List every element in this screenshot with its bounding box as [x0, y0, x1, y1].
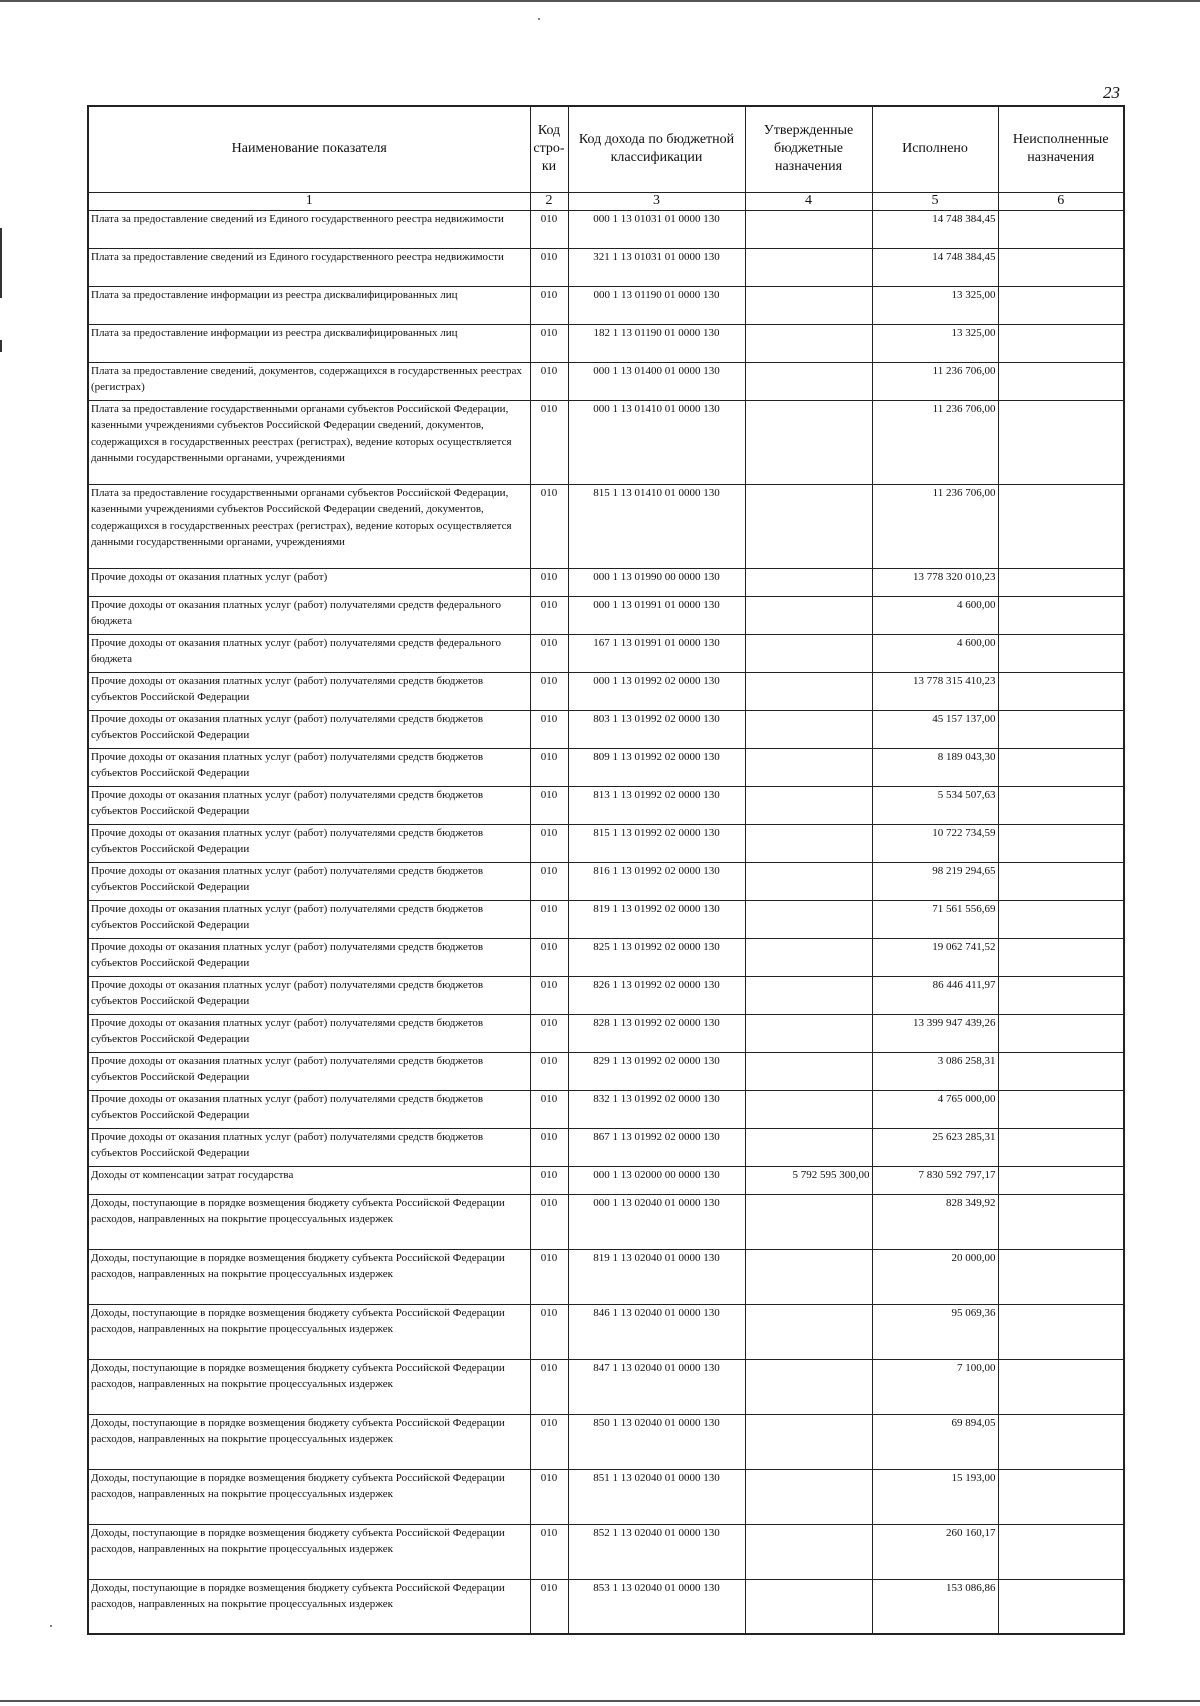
row-code-cell: 010	[530, 324, 568, 362]
row-code-cell: 010	[530, 1469, 568, 1524]
row-kbk-cell: 847 1 13 02040 01 0000 130	[568, 1359, 745, 1414]
row-name-cell: Прочие доходы от оказания платных услуг (работ) получателями средств федерального бюджета	[88, 634, 530, 672]
table-row	[88, 1194, 1124, 1249]
row-unexecuted-cell	[998, 1359, 1124, 1414]
table-row	[88, 824, 1124, 862]
row-kbk-cell: 852 1 13 02040 01 0000 130	[568, 1524, 745, 1579]
row-approved-cell	[745, 710, 872, 748]
table-row	[88, 1579, 1124, 1634]
table-header-row	[88, 106, 1124, 192]
row-name-cell: Доходы от компенсации затрат государства	[88, 1166, 530, 1194]
row-name-cell: Прочие доходы от оказания платных услуг (работ) получателями средств бюджетов субъектов Российской Федерации	[88, 1128, 530, 1166]
row-kbk-cell: 815 1 13 01992 02 0000 130	[568, 824, 745, 862]
table-row	[88, 596, 1124, 634]
row-kbk-cell: 000 1 13 01400 01 0000 130	[568, 362, 745, 400]
row-code-cell: 010	[530, 568, 568, 596]
row-name-cell: Прочие доходы от оказания платных услуг (работ) получателями средств федерального бюджета	[88, 596, 530, 634]
row-code-cell: 010	[530, 976, 568, 1014]
row-executed-cell: 13 325,00	[872, 286, 998, 324]
row-code-cell: 010	[530, 748, 568, 786]
table-row	[88, 1359, 1124, 1414]
row-name-cell: Доходы, поступающие в порядке возмещения бюджету субъекта Российской Федерации расходов, направленных на покрытие процессуальных издержек	[88, 1579, 530, 1634]
row-unexecuted-cell	[998, 1014, 1124, 1052]
header-income-code: Код дохода по бюджетной классификации	[568, 106, 745, 192]
row-executed-cell: 4 765 000,00	[872, 1090, 998, 1128]
row-approved-cell	[745, 672, 872, 710]
row-kbk-cell: 850 1 13 02040 01 0000 130	[568, 1414, 745, 1469]
row-code-cell: 010	[530, 634, 568, 672]
row-kbk-cell: 321 1 13 01031 01 0000 130	[568, 248, 745, 286]
column-number-row	[88, 192, 1124, 210]
row-executed-cell: 10 722 734,59	[872, 824, 998, 862]
row-unexecuted-cell	[998, 484, 1124, 568]
row-executed-cell: 4 600,00	[872, 634, 998, 672]
row-name-cell: Прочие доходы от оказания платных услуг (работ) получателями средств бюджетов субъектов Российской Федерации	[88, 976, 530, 1014]
row-name-cell: Плата за предоставление информации из реестра дисквалифицированных лиц	[88, 286, 530, 324]
row-unexecuted-cell	[998, 1128, 1124, 1166]
row-approved-cell	[745, 1194, 872, 1249]
row-approved-cell	[745, 1052, 872, 1090]
scan-speck	[50, 1625, 52, 1627]
row-code-cell: 010	[530, 1128, 568, 1166]
row-approved-cell	[745, 1414, 872, 1469]
row-code-cell: 010	[530, 938, 568, 976]
scan-speck	[538, 18, 540, 20]
row-approved-cell	[745, 1249, 872, 1304]
header-unexecuted: Неисполненные назначения	[998, 106, 1124, 192]
row-kbk-cell: 000 1 13 02040 01 0000 130	[568, 1194, 745, 1249]
table-row	[88, 938, 1124, 976]
row-name-cell: Прочие доходы от оказания платных услуг (работ) получателями средств бюджетов субъектов Российской Федерации	[88, 710, 530, 748]
row-kbk-cell: 809 1 13 01992 02 0000 130	[568, 748, 745, 786]
row-code-cell: 010	[530, 1090, 568, 1128]
row-name-cell: Прочие доходы от оказания платных услуг (работ) получателями средств бюджетов субъектов Российской Федерации	[88, 786, 530, 824]
row-unexecuted-cell	[998, 1414, 1124, 1469]
column-number: 6	[998, 192, 1124, 210]
row-executed-cell: 14 748 384,45	[872, 248, 998, 286]
row-name-cell: Плата за предоставление государственными органами субъектов Российской Федерации, казенными учреждениями субъектов Российской Федерации сведений, документов, содержащихся в государственных реестрах (регистрах), ведение которых осуществляется данными государственными органами, учреждениями	[88, 484, 530, 568]
row-approved-cell	[745, 568, 872, 596]
table-row	[88, 1414, 1124, 1469]
row-approved-cell	[745, 786, 872, 824]
row-code-cell: 010	[530, 786, 568, 824]
row-executed-cell: 86 446 411,97	[872, 976, 998, 1014]
scan-binding-mark	[0, 228, 2, 298]
row-kbk-cell: 829 1 13 01992 02 0000 130	[568, 1052, 745, 1090]
row-kbk-cell: 825 1 13 01992 02 0000 130	[568, 938, 745, 976]
row-kbk-cell: 853 1 13 02040 01 0000 130	[568, 1579, 745, 1634]
row-kbk-cell: 813 1 13 01992 02 0000 130	[568, 786, 745, 824]
table-row	[88, 1052, 1124, 1090]
row-unexecuted-cell	[998, 1090, 1124, 1128]
row-unexecuted-cell	[998, 1194, 1124, 1249]
header-line-code: Код стро-ки	[530, 106, 568, 192]
row-kbk-cell: 816 1 13 01992 02 0000 130	[568, 862, 745, 900]
table-row	[88, 248, 1124, 286]
row-unexecuted-cell	[998, 786, 1124, 824]
row-kbk-cell: 000 1 13 01031 01 0000 130	[568, 210, 745, 248]
row-approved-cell	[745, 938, 872, 976]
row-executed-cell: 13 778 320 010,23	[872, 568, 998, 596]
row-name-cell: Прочие доходы от оказания платных услуг (работ) получателями средств бюджетов субъектов Российской Федерации	[88, 1014, 530, 1052]
table-row	[88, 634, 1124, 672]
row-unexecuted-cell	[998, 248, 1124, 286]
row-code-cell: 010	[530, 362, 568, 400]
row-kbk-cell: 000 1 13 01410 01 0000 130	[568, 400, 745, 484]
row-unexecuted-cell	[998, 1166, 1124, 1194]
row-executed-cell: 11 236 706,00	[872, 400, 998, 484]
table-row	[88, 748, 1124, 786]
row-kbk-cell: 851 1 13 02040 01 0000 130	[568, 1469, 745, 1524]
row-code-cell: 010	[530, 248, 568, 286]
row-code-cell: 010	[530, 710, 568, 748]
row-kbk-cell: 846 1 13 02040 01 0000 130	[568, 1304, 745, 1359]
budget-income-table	[87, 105, 1125, 1635]
row-code-cell: 010	[530, 1524, 568, 1579]
row-executed-cell: 13 399 947 439,26	[872, 1014, 998, 1052]
row-code-cell: 010	[530, 1166, 568, 1194]
row-unexecuted-cell	[998, 976, 1124, 1014]
row-code-cell: 010	[530, 824, 568, 862]
row-unexecuted-cell	[998, 1524, 1124, 1579]
row-unexecuted-cell	[998, 286, 1124, 324]
row-name-cell: Прочие доходы от оказания платных услуг (работ)	[88, 568, 530, 596]
row-kbk-cell: 826 1 13 01992 02 0000 130	[568, 976, 745, 1014]
row-unexecuted-cell	[998, 938, 1124, 976]
row-approved-cell	[745, 286, 872, 324]
header-approved: Утвержденные бюджетные назначения	[745, 106, 872, 192]
column-number: 3	[568, 192, 745, 210]
row-executed-cell: 7 100,00	[872, 1359, 998, 1414]
row-name-cell: Плата за предоставление информации из реестра дисквалифицированных лиц	[88, 324, 530, 362]
row-executed-cell: 13 778 315 410,23	[872, 672, 998, 710]
row-unexecuted-cell	[998, 362, 1124, 400]
row-unexecuted-cell	[998, 862, 1124, 900]
row-name-cell: Прочие доходы от оказания платных услуг (работ) получателями средств бюджетов субъектов Российской Федерации	[88, 1052, 530, 1090]
table-row	[88, 400, 1124, 484]
row-executed-cell: 20 000,00	[872, 1249, 998, 1304]
header-executed: Исполнено	[872, 106, 998, 192]
row-code-cell: 010	[530, 1579, 568, 1634]
row-kbk-cell: 819 1 13 01992 02 0000 130	[568, 900, 745, 938]
row-kbk-cell: 828 1 13 01992 02 0000 130	[568, 1014, 745, 1052]
row-executed-cell: 45 157 137,00	[872, 710, 998, 748]
table-row	[88, 210, 1124, 248]
row-unexecuted-cell	[998, 1249, 1124, 1304]
table-row	[88, 786, 1124, 824]
row-unexecuted-cell	[998, 568, 1124, 596]
row-approved-cell	[745, 824, 872, 862]
row-code-cell: 010	[530, 900, 568, 938]
row-code-cell: 010	[530, 862, 568, 900]
row-approved-cell	[745, 362, 872, 400]
row-unexecuted-cell	[998, 634, 1124, 672]
row-kbk-cell: 803 1 13 01992 02 0000 130	[568, 710, 745, 748]
table-row	[88, 362, 1124, 400]
table-row	[88, 710, 1124, 748]
table-row	[88, 1304, 1124, 1359]
row-name-cell: Доходы, поступающие в порядке возмещения бюджету субъекта Российской Федерации расходов, направленных на покрытие процессуальных издержек	[88, 1249, 530, 1304]
row-approved-cell	[745, 400, 872, 484]
row-executed-cell: 98 219 294,65	[872, 862, 998, 900]
scan-frame-bottom	[0, 1700, 1200, 1702]
row-name-cell: Плата за предоставление сведений, документов, содержащихся в государственных реестрах (регистрах)	[88, 362, 530, 400]
row-kbk-cell: 000 1 13 01992 02 0000 130	[568, 672, 745, 710]
row-approved-cell	[745, 1090, 872, 1128]
row-code-cell: 010	[530, 1014, 568, 1052]
row-unexecuted-cell	[998, 596, 1124, 634]
column-number: 5	[872, 192, 998, 210]
row-executed-cell: 3 086 258,31	[872, 1052, 998, 1090]
row-kbk-cell: 000 1 13 01991 01 0000 130	[568, 596, 745, 634]
table-row	[88, 286, 1124, 324]
scan-frame-top	[0, 0, 1200, 2]
row-kbk-cell: 819 1 13 02040 01 0000 130	[568, 1249, 745, 1304]
page-number: 23	[1103, 83, 1120, 102]
row-executed-cell: 71 561 556,69	[872, 900, 998, 938]
table-row	[88, 900, 1124, 938]
column-number: 1	[88, 192, 530, 210]
row-kbk-cell: 000 1 13 01190 01 0000 130	[568, 286, 745, 324]
row-name-cell: Прочие доходы от оказания платных услуг (работ) получателями средств бюджетов субъектов Российской Федерации	[88, 1090, 530, 1128]
row-kbk-cell: 000 1 13 01990 00 0000 130	[568, 568, 745, 596]
row-code-cell: 010	[530, 1359, 568, 1414]
row-approved-cell	[745, 248, 872, 286]
table-row	[88, 1249, 1124, 1304]
row-unexecuted-cell	[998, 710, 1124, 748]
column-number: 2	[530, 192, 568, 210]
table-row	[88, 1090, 1124, 1128]
row-name-cell: Доходы, поступающие в порядке возмещения бюджету субъекта Российской Федерации расходов, направленных на покрытие процессуальных издержек	[88, 1359, 530, 1414]
row-approved-cell	[745, 900, 872, 938]
row-name-cell: Доходы, поступающие в порядке возмещения бюджету субъекта Российской Федерации расходов, направленных на покрытие процессуальных издержек	[88, 1414, 530, 1469]
row-unexecuted-cell	[998, 748, 1124, 786]
row-unexecuted-cell	[998, 824, 1124, 862]
table-body	[88, 210, 1124, 1634]
table-row	[88, 862, 1124, 900]
table-row	[88, 1014, 1124, 1052]
row-unexecuted-cell	[998, 1052, 1124, 1090]
table-row	[88, 976, 1124, 1014]
row-code-cell: 010	[530, 1414, 568, 1469]
table-row	[88, 324, 1124, 362]
row-name-cell: Доходы, поступающие в порядке возмещения бюджету субъекта Российской Федерации расходов, направленных на покрытие процессуальных издержек	[88, 1194, 530, 1249]
row-approved-cell	[745, 1359, 872, 1414]
row-executed-cell: 8 189 043,30	[872, 748, 998, 786]
row-approved-cell: 5 792 595 300,00	[745, 1166, 872, 1194]
row-unexecuted-cell	[998, 1304, 1124, 1359]
row-approved-cell	[745, 1524, 872, 1579]
row-kbk-cell: 182 1 13 01190 01 0000 130	[568, 324, 745, 362]
table-row	[88, 1524, 1124, 1579]
row-name-cell: Доходы, поступающие в порядке возмещения бюджету субъекта Российской Федерации расходов, направленных на покрытие процессуальных издержек	[88, 1524, 530, 1579]
row-kbk-cell: 167 1 13 01991 01 0000 130	[568, 634, 745, 672]
row-executed-cell: 15 193,00	[872, 1469, 998, 1524]
row-name-cell: Плата за предоставление государственными органами субъектов Российской Федерации, казенными учреждениями субъектов Российской Федерации сведений, документов, содержащихся в государственных реестрах (регистрах), ведение которых осуществляется данными государственными органами, учреждениями	[88, 400, 530, 484]
row-code-cell: 010	[530, 210, 568, 248]
row-approved-cell	[745, 976, 872, 1014]
row-name-cell: Прочие доходы от оказания платных услуг (работ) получателями средств бюджетов субъектов Российской Федерации	[88, 938, 530, 976]
row-executed-cell: 25 623 285,31	[872, 1128, 998, 1166]
row-name-cell: Плата за предоставление сведений из Единого государственного реестра недвижимости	[88, 248, 530, 286]
row-kbk-cell: 867 1 13 01992 02 0000 130	[568, 1128, 745, 1166]
row-executed-cell: 11 236 706,00	[872, 484, 998, 568]
header-name: Наименование показателя	[88, 106, 530, 192]
row-executed-cell: 13 325,00	[872, 324, 998, 362]
row-executed-cell: 95 069,36	[872, 1304, 998, 1359]
row-executed-cell: 5 534 507,63	[872, 786, 998, 824]
row-executed-cell: 19 062 741,52	[872, 938, 998, 976]
row-kbk-cell: 832 1 13 01992 02 0000 130	[568, 1090, 745, 1128]
scan-binding-mark	[0, 340, 2, 352]
row-approved-cell	[745, 634, 872, 672]
row-executed-cell: 153 086,86	[872, 1579, 998, 1634]
column-number: 4	[745, 192, 872, 210]
row-code-cell: 010	[530, 672, 568, 710]
row-approved-cell	[745, 596, 872, 634]
row-unexecuted-cell	[998, 210, 1124, 248]
table-row	[88, 484, 1124, 568]
row-unexecuted-cell	[998, 672, 1124, 710]
row-name-cell: Прочие доходы от оказания платных услуг (работ) получателями средств бюджетов субъектов Российской Федерации	[88, 824, 530, 862]
row-approved-cell	[745, 1304, 872, 1359]
row-name-cell: Прочие доходы от оказания платных услуг (работ) получателями средств бюджетов субъектов Российской Федерации	[88, 862, 530, 900]
row-unexecuted-cell	[998, 1469, 1124, 1524]
row-approved-cell	[745, 1469, 872, 1524]
row-code-cell: 010	[530, 484, 568, 568]
row-approved-cell	[745, 484, 872, 568]
row-name-cell: Доходы, поступающие в порядке возмещения бюджету субъекта Российской Федерации расходов, направленных на покрытие процессуальных издержек	[88, 1469, 530, 1524]
table-row	[88, 568, 1124, 596]
row-approved-cell	[745, 1128, 872, 1166]
row-executed-cell: 7 830 592 797,17	[872, 1166, 998, 1194]
row-name-cell: Прочие доходы от оказания платных услуг (работ) получателями средств бюджетов субъектов Российской Федерации	[88, 900, 530, 938]
row-code-cell: 010	[530, 596, 568, 634]
row-name-cell: Прочие доходы от оказания платных услуг (работ) получателями средств бюджетов субъектов Российской Федерации	[88, 748, 530, 786]
row-executed-cell: 11 236 706,00	[872, 362, 998, 400]
row-approved-cell	[745, 862, 872, 900]
row-code-cell: 010	[530, 1052, 568, 1090]
row-code-cell: 010	[530, 400, 568, 484]
row-name-cell: Доходы, поступающие в порядке возмещения бюджету субъекта Российской Федерации расходов, направленных на покрытие процессуальных издержек	[88, 1304, 530, 1359]
row-executed-cell: 828 349,92	[872, 1194, 998, 1249]
table-row	[88, 1128, 1124, 1166]
table-row	[88, 1166, 1124, 1194]
row-kbk-cell: 815 1 13 01410 01 0000 130	[568, 484, 745, 568]
row-approved-cell	[745, 324, 872, 362]
row-executed-cell: 14 748 384,45	[872, 210, 998, 248]
row-code-cell: 010	[530, 1249, 568, 1304]
table-row	[88, 672, 1124, 710]
row-name-cell: Прочие доходы от оказания платных услуг (работ) получателями средств бюджетов субъектов Российской Федерации	[88, 672, 530, 710]
row-approved-cell	[745, 1579, 872, 1634]
row-code-cell: 010	[530, 286, 568, 324]
row-kbk-cell: 000 1 13 02000 00 0000 130	[568, 1166, 745, 1194]
row-unexecuted-cell	[998, 324, 1124, 362]
row-approved-cell	[745, 1014, 872, 1052]
row-executed-cell: 4 600,00	[872, 596, 998, 634]
row-executed-cell: 260 160,17	[872, 1524, 998, 1579]
row-code-cell: 010	[530, 1194, 568, 1249]
row-unexecuted-cell	[998, 1579, 1124, 1634]
row-unexecuted-cell	[998, 400, 1124, 484]
row-code-cell: 010	[530, 1304, 568, 1359]
row-approved-cell	[745, 210, 872, 248]
row-name-cell: Плата за предоставление сведений из Единого государственного реестра недвижимости	[88, 210, 530, 248]
row-unexecuted-cell	[998, 900, 1124, 938]
row-approved-cell	[745, 748, 872, 786]
row-executed-cell: 69 894,05	[872, 1414, 998, 1469]
table-row	[88, 1469, 1124, 1524]
